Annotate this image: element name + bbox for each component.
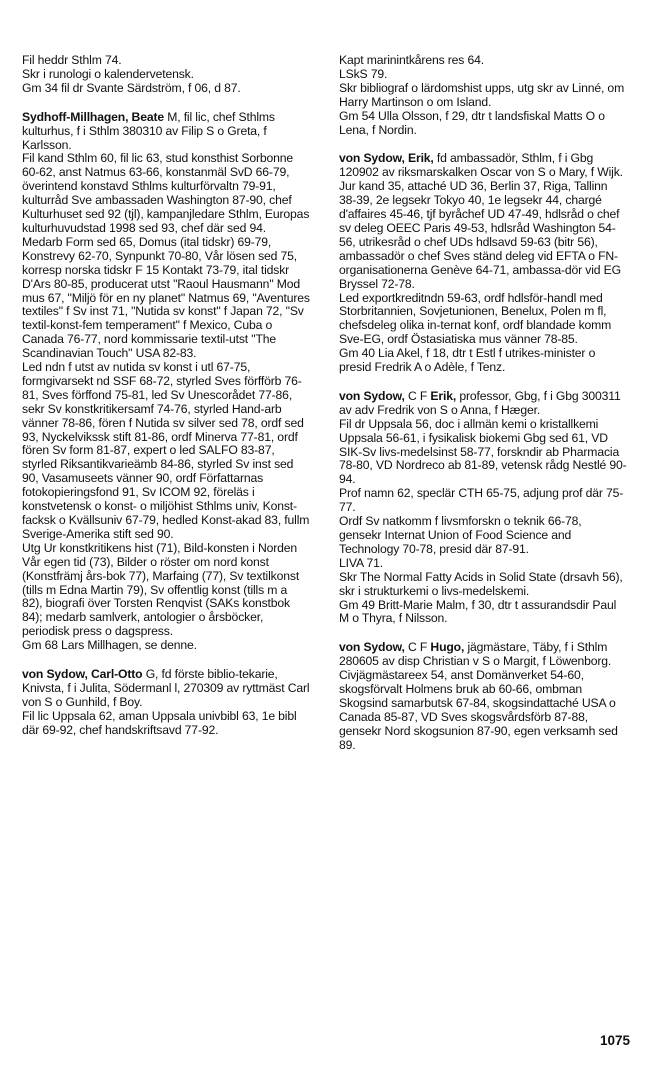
entry-career: Fil lic Uppsala 62, aman Uppsala univbibl 63, 1e bibl där 69-92, chef handskriftsavd 77-92. <box>22 708 297 737</box>
entry-career: Jur kand 35, attaché UD 36, Berlin 37, Riga, Tallinn 38-39, 2e legsekr Tokyo 40, 1e legsekr 44, chargé d'affaires 45-46, tjf byråchef UD 47-49, hdlsråd o chef sv deleg OEEC Paris 49-53, hdlsråd Washington 54-56, utrikesråd o chef UDs hdlsavd 59-63 (bitr 56), ambassadör o chef Sves ständ deleg vid EFTA o FN-organisationerna Genève 64-71, ambassa-dör vid EG Bryssel 72-78. <box>339 179 621 291</box>
entry-initials: C F <box>404 640 431 655</box>
entry-von-sydow-erik-ambassador <box>339 152 627 375</box>
entry-header <box>22 668 310 710</box>
entry-name-given: Hugo, <box>430 640 465 655</box>
entry-name-prefix: von Sydow, <box>339 640 405 655</box>
entry-initials: C F <box>404 388 431 403</box>
entry-header <box>339 641 627 669</box>
entry-career: Civjägmästareex 54, anst Domänverket 54-60, skogsförvalt Holmens bruk ab 60-66, ombman Skogsind samarbutsk 67-84, skogsindattaché USA o Canada 85-87, VD Sves skogsvårdsförb 87-88, gensekr Nord skogsunion 87-90, egen verksamh sed 89. <box>339 668 618 752</box>
entry-marriage: Gm 68 Lars Millhagen, se denne. <box>22 638 197 653</box>
entry-education: Fil kand Sthlm 60, fil lic 63, stud konsthist Sorbonne 60-62, anst Natmus 63-66, konstanmäl SvD 66-79, överintend konstavd Sthlms kulturförvaltn 79-91, kulturråd Sve ambassaden Washington 87-90, chef Kulturhuset sed 92 (tjl), kampanjledare Sthlm, Europas kulturhuvudstad 1998 sed 93, chef där sed 94. <box>22 151 310 235</box>
entry-marriage: Gm 49 Britt-Marie Malm, f 30, dtr t assurandsdir Paul M o Thyra, f Nilsson. <box>339 597 617 626</box>
entry-text: Kapt marinintkårens res 64. LSkS 79. <box>339 53 484 81</box>
entry-header <box>22 111 310 153</box>
entry-name-prefix: von Sydow, <box>339 388 405 403</box>
entry-marriage: Gm 40 Lia Akel, f 18, dtr t Estl f utrikes-minister o presid Fredrik A o Adèle, f Tenz. <box>339 346 596 375</box>
entry-education: Fil dr Uppsala 56, doc i allmän kemi o kristallkemi Uppsala 56-61, i fysikalisk biokemi Gbg sed 61, VD SIK-Sv livs-medelsinst 58-77, forskndir ab Pharmacia 78-80, VD Nordreco ab 81-89, vetensk rådg Nestlé 90-94. <box>339 416 627 487</box>
entry-publications: Skr bibliograf o lärdomshist upps, utg skr av Linné, om Harry Martinson o om Island. <box>339 80 625 109</box>
entry-continuation-carl-otto <box>339 54 627 137</box>
entry-continuation-sardstrom <box>22 54 310 96</box>
page-number: 1075 <box>599 1033 630 1048</box>
entry-intro: M, fil lic, chef Sthlms kulturhus, f i Sthlm 380310 av Filip S o Greta, f Karlsson. <box>22 109 275 152</box>
entry-marriage: Gm 54 Ulla Olsson, f 29, dtr t landsfiskal Matts O o Lena, f Nordin. <box>339 108 605 137</box>
entry-publications: Utg Ur konstkritikens hist (71), Bild-konsten i Norden Vår egen tid (73), Bilder o röster om nord konst (Konstfrämj års-bok 77), Marfaing (77), Sv textilkonst (tills m Edna Martin 79), Sv offentlig konst (tills m a 82), biografi över Torsten Renqvist (SAKs konstbok 84); medarb samlverk, antologier o årsböcker, periodisk press o dagspress. <box>22 540 300 639</box>
entry-header <box>339 152 627 180</box>
entry-header <box>339 390 627 418</box>
entry-contributions: Medarb Form sed 65, Domus (ital tidskr) 69-79, Konstrevy 62-70, Synpunkt 70-80, Vår lösen sed 75, korresp norska tidskr F 15 Kontakt 73-79, ital tidskr D'Ars 80-85, producerat utst "Raoul Hausmann" Mod mus 67, "Miljö för en ny planet" Natmus 69, "Aventures textiles" f Sv inst 71, "Nutida sv konst" f Japan 72, "Sv textil-konst-fem temperament" f Mexico, Cuba o Canada 76-77, nord kommissarie textil-utst "The Scandinavian Touch" USA 82-83. <box>22 234 310 361</box>
entry-memberships: Led ndn f utst av nutida sv konst i utl 67-75, formgivarsekt nd SSF 68-72, styrled Sves förfförb 76-81, Sves förffond 75-81, led Sv Unescorådet 77-86, sekr Sv konstkritikersamf 74-76, styrled Hand-arb vänner 78-86, fören f Nutida sv silver sed 78, ordf sed 93, Nyckelvikssk stift 81-86, ordf Minerva 77-81, ordf fören Sv form 81-87, expert o led SALFO 83-87, styrled Riksantikvarieämb 84-86, styrled Sv inst sed 90, Vasamuseets vänner 90, ordf Författarnas fotokopieringsfond 91, Sv ICOM 92, föreläs i konstvetensk o konst- o miljöhist Sthlms univ, Konst-facksk o Kvällsuniv 67-79, hedled Konst-akad 83, fullm Sverige-Amerika stift sed 90. <box>22 360 310 541</box>
entry-memberships: Ordf Sv natkomm f livsmforskn o teknik 66-78, gensekr Internat Union of Food Science and Technology 70-78, presid där 87-91. <box>339 514 582 556</box>
entry-academy: LIVA 71. <box>339 555 383 570</box>
entry-intro: G, fd förste biblio-tekarie, Knivsta, f i Julita, Södermanl l, 270309 av ryttmäst Carl von S o Gunhild, f Boy. <box>22 667 310 709</box>
entry-intro: professor, Gbg, f i Gbg 300311 av adv Fredrik von S o Anna, f Hæger. <box>339 388 621 417</box>
entry-name-given: Erik, <box>430 388 457 403</box>
entry-text: Fil heddr Sthlm 74. Skr i runologi o kalendervetensk. Gm 34 fil dr Svante Särdström, f 06, d 87. <box>22 53 241 95</box>
entry-memberships: Led exportkreditndn 59-63, ordf hdlsför-handl med Storbritannien, Sovjetunionen, Benelux, Polen m fl, chefsdeleg olika in-ternat konf, ordf blandade komm Sve-EG, ordf Östasiatiska mus vänner 78-85. <box>339 290 612 347</box>
entry-name: Sydhoff-Millhagen, Beate <box>22 109 164 124</box>
entry-von-sydow-c-f-hugo <box>339 641 627 752</box>
entry-name: von Sydow, Carl-Otto <box>22 667 143 682</box>
entry-name: von Sydow, Erik, <box>339 151 434 166</box>
entry-sydhoff-millhagen <box>22 111 310 653</box>
right-column <box>339 54 627 768</box>
entry-von-sydow-carl-otto <box>22 668 310 738</box>
entry-professorship: Prof namn 62, speclär CTH 65-75, adjung prof där 75-77. <box>339 486 624 515</box>
entry-intro: jägmästare, Täby, f i Sthlm 280605 av disp Christian v S o Margit, f Löwenborg. <box>339 640 612 669</box>
entry-publications: Skr The Normal Fatty Acids in Solid State (drsavh 56), skr i strukturkemi o livs-medelskemi. <box>339 569 623 598</box>
entry-intro: fd ambassadör, Sthlm, f i Gbg 120902 av riksmarskalken Oscar von S o Mary, f Wijk. <box>339 151 623 180</box>
left-column <box>22 54 310 753</box>
entry-von-sydow-c-f-erik <box>339 390 627 626</box>
